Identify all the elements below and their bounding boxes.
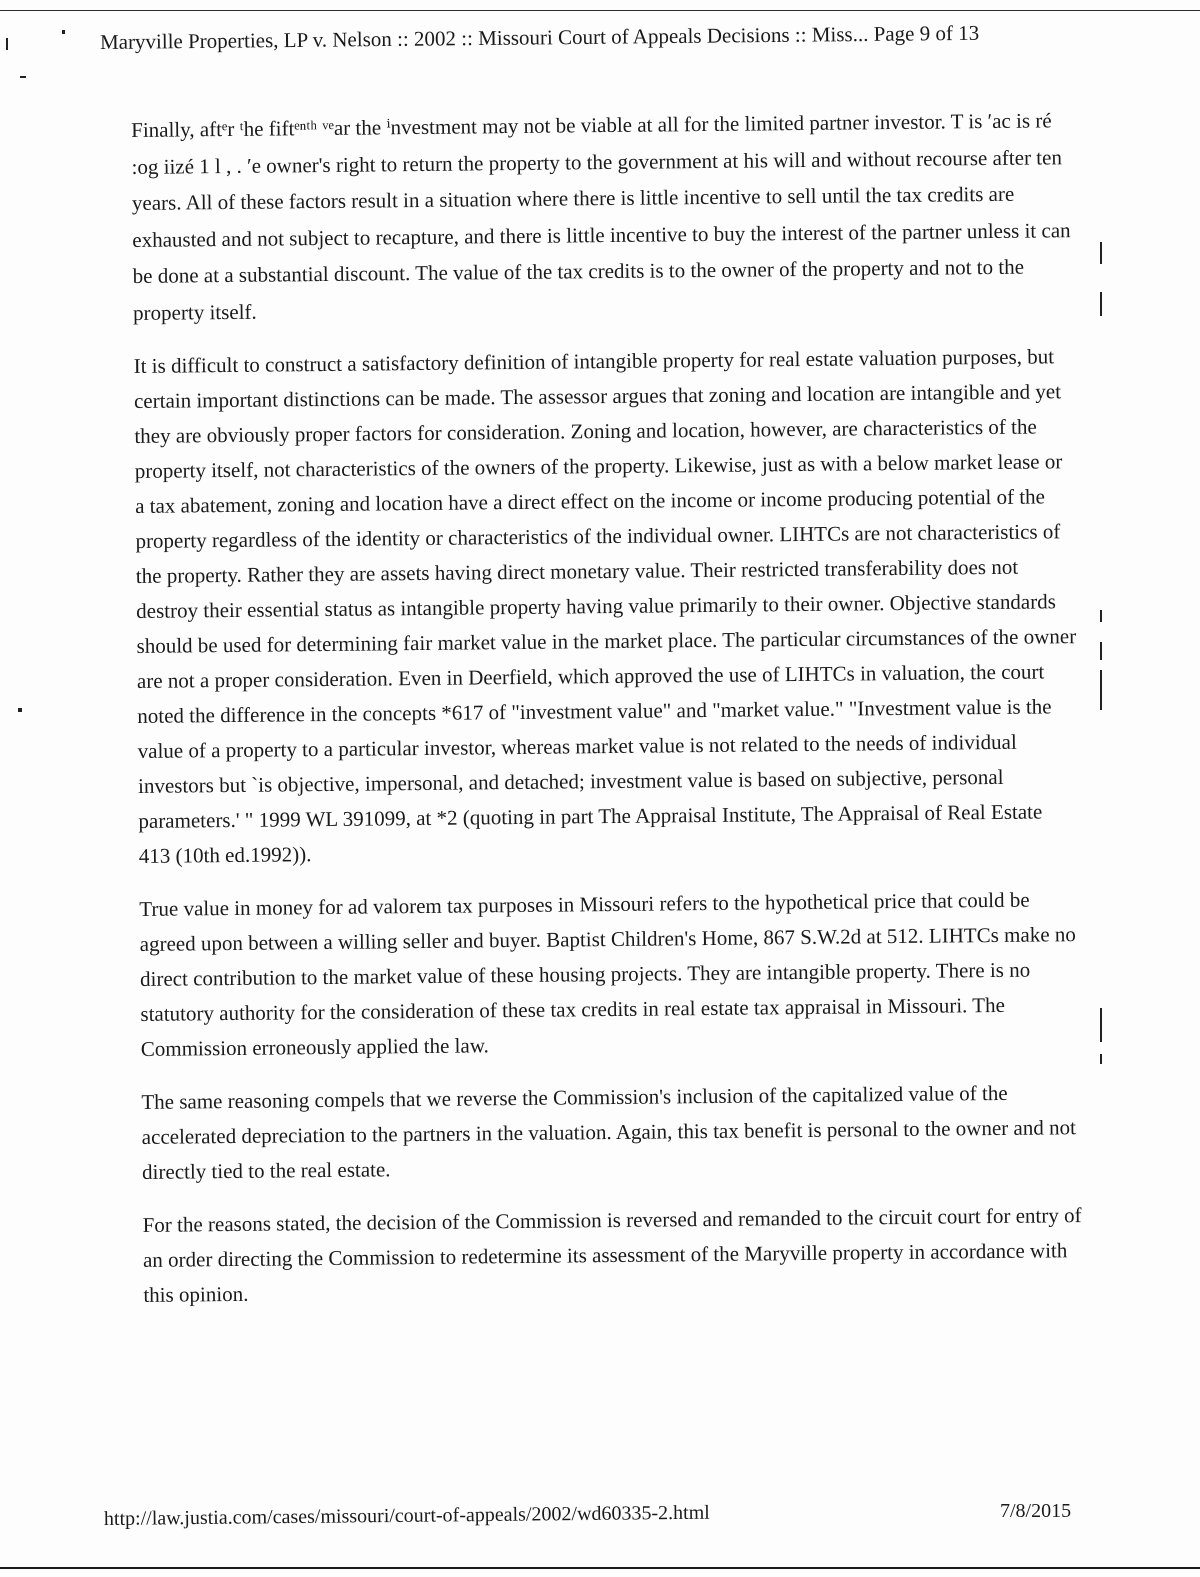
scan-speck <box>1100 1054 1102 1064</box>
paragraph-1: Finally, aftᵉr ᵗhe fiftᵉⁿᵗʰ ᵛᵉar the ⁱnvestment may not be viable at all for the limited partner investor. T is ′ac is ré :og iizé 1 l , . ′e owner's right to return the property to the government at his will and without recourse after ten years. All of these factors result in a situation where there is little incentive to sell until the tax credits are exhausted and not subject to recapture, and there is little incentive to buy the interest of the partner unless it can be done at a substantial discount. The value of the tax credits is to the owner of the property and not to the property itself. <box>131 108 1071 325</box>
page-header: Maryville Properties, LP v. Nelson :: 2002 :: Missouri Court of Appeals Decisions :: Miss... Page 9 of 13 <box>99 20 980 54</box>
footer-url: http://law.justia.com/cases/missouri/court-of-appeals/2002/wd60335-2.html <box>103 1501 710 1530</box>
paragraph-2: It is difficult to construct a satisfactory definition of intangible property for real estate valuation purposes, but certain important distinctions can be made. The assessor argues that zoning and location are intangible and yet they are obviously proper factors for consideration. Zoning and location, however, are characteristics of the property itself, not characteristics of the owners of the property. Likewise, just as with a below market lease or a tax abatement, zoning and location have a direct effect on the income or income producing potential of the property regardless of the identity or characteristics of the individual owner. LIHTCs are not characteristics of the property. Rather they are assets having direct monetary value. Their restricted transferability does not destroy their essential status as intangible property having value primarily to their owner. Objective standards should be used for determining fair market value in the market place. The particular circumstances of the owner are not a proper consideration. Even in Deerfield, which approved the use of LIHTCs in valuation, the court noted the difference in the concepts *617 of "investment value" and "market value." "Investment value is the value of a property to a particular investor, whereas market value is not related to the needs of individual investors but `is objective, impersonal, and detached; investment value is based on subjective, personal parameters.' " 1999 WL 391099, at *2 (quoting in part The Appraisal Institute, The Appraisal of Real Estate 413 (10th ed.1992)). <box>133 344 1077 868</box>
scan-speck <box>62 30 65 34</box>
paragraph-4: The same reasoning compels that we reverse the Commission's inclusion of the capitalized value of the accelerated depreciation to the partners in the valuation. Again, this tax benefit is personal to the owner and not directly tied to the real estate. <box>141 1080 1076 1184</box>
scan-speck <box>1100 670 1102 710</box>
scan-speck <box>1100 1008 1102 1042</box>
paragraph-5: For the reasons stated, the decision of the Commission is reversed and remanded to the circuit court for entry of an order directing the Commission to redetermine its assessment of the Maryville property in accordance with this opinion. <box>142 1203 1082 1307</box>
scan-edge-bottom <box>0 1567 1200 1569</box>
scan-speck <box>1100 242 1102 264</box>
scan-speck <box>18 708 22 712</box>
paragraph-3: True value in money for ad valorem tax purposes in Missouri refers to the hypothetical price that could be agreed upon between a willing seller and buyer. Baptist Children's Home, 867 S.W.2d at 512. LIHTCs make no direct contribution to the market value of these housing projects. They are intangible property. There is no statutory authority for the consideration of these tax credits in real estate tax appraisal in Missouri. The Commission erroneously applied the law. <box>139 887 1076 1061</box>
scan-speck <box>1100 642 1102 660</box>
scan-speck <box>20 76 26 78</box>
footer-date: 7/8/2015 <box>1000 1500 1072 1522</box>
scan-speck <box>6 38 8 50</box>
scan-edge-top <box>0 10 1200 11</box>
scan-speck <box>1100 610 1102 622</box>
document-body <box>131 102 1084 1331</box>
scan-speck <box>1100 292 1102 316</box>
